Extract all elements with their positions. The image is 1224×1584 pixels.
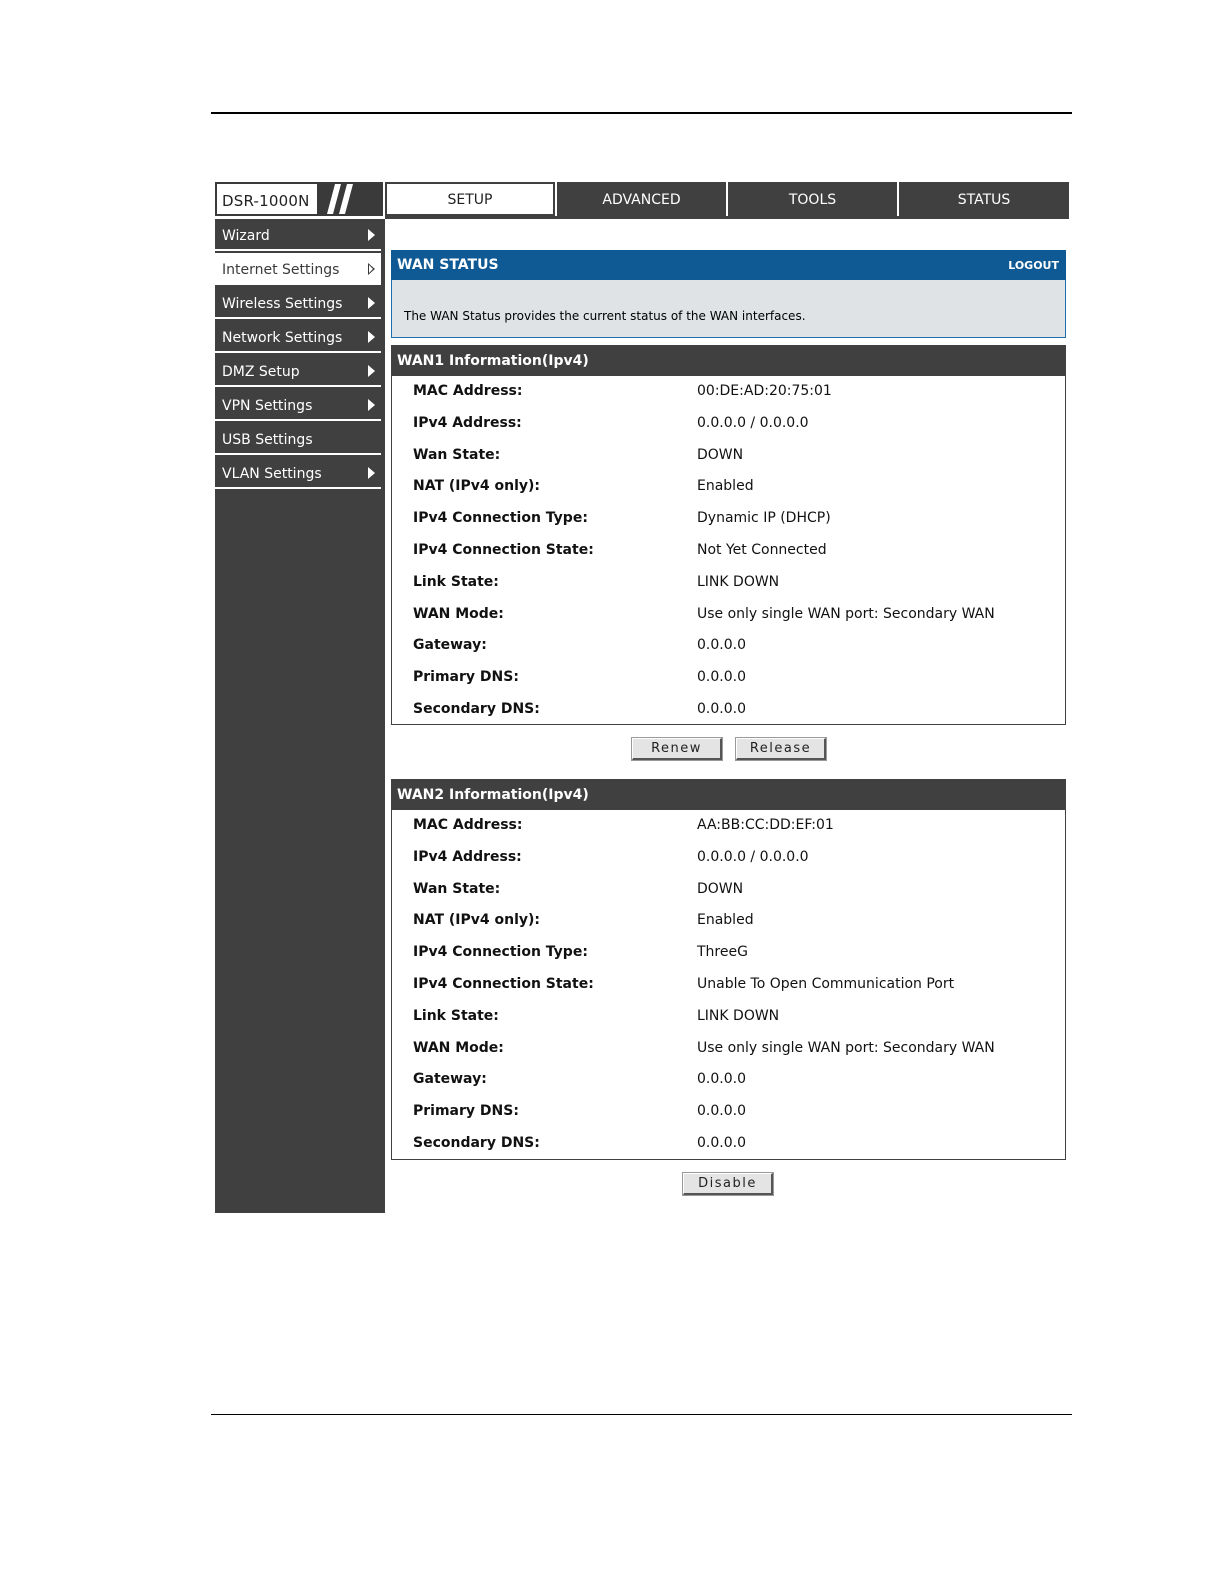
sidebar — [215, 219, 385, 1213]
sidebar-item-label: VLAN Settings — [222, 466, 322, 482]
wan1-section-title: WAN1 Information(Ipv4) — [392, 346, 1065, 376]
table-row — [392, 535, 1065, 567]
table-row — [392, 662, 1065, 694]
chevron-right-icon — [368, 365, 375, 377]
release-button[interactable]: Release — [736, 738, 826, 760]
product-logo — [215, 182, 383, 216]
chevron-right-icon — [368, 331, 375, 343]
renew-button[interactable]: Renew — [632, 738, 722, 760]
row-label: IPv4 Address: — [413, 414, 522, 431]
row-label: IPv4 Address: — [413, 848, 522, 865]
tab-advanced[interactable]: ADVANCED — [555, 182, 726, 216]
top-tabs — [385, 182, 1069, 216]
row-label: Wan State: — [413, 880, 501, 897]
row-label: WAN Mode: — [413, 605, 504, 622]
disable-button[interactable]: Disable — [683, 1173, 773, 1195]
table-row — [392, 1001, 1065, 1033]
row-value: 0.0.0.0 — [697, 700, 746, 717]
table-row — [392, 1033, 1065, 1065]
sidebar-item-label: Internet Settings — [222, 262, 340, 278]
table-row — [392, 471, 1065, 503]
sidebar-item-wireless-settings[interactable] — [215, 287, 381, 319]
sidebar-item-vpn-settings[interactable] — [215, 389, 381, 421]
table-row — [392, 694, 1065, 726]
row-value: Enabled — [697, 478, 754, 495]
row-label: IPv4 Connection State: — [413, 975, 594, 992]
row-value: 0.0.0.0 — [697, 1071, 746, 1088]
row-label: NAT (IPv4 only): — [413, 478, 541, 495]
logout-link[interactable]: LOGOUT — [1008, 259, 1059, 272]
chevron-right-icon — [368, 229, 375, 241]
chevron-right-icon — [368, 263, 375, 275]
row-label: MAC Address: — [413, 817, 523, 833]
sidebar-item-label: USB Settings — [222, 432, 313, 448]
page-top-rule — [211, 112, 1072, 114]
table-row — [392, 567, 1065, 599]
row-label: NAT (IPv4 only): — [413, 912, 541, 929]
table-row — [392, 1096, 1065, 1128]
row-value: 00:DE:AD:20:75:01 — [697, 383, 832, 399]
wan2-section-title: WAN2 Information(Ipv4) — [392, 780, 1065, 810]
row-value: 0.0.0.0 — [697, 669, 746, 686]
row-value: LINK DOWN — [697, 573, 780, 590]
table-row — [392, 874, 1065, 906]
table-row — [392, 810, 1065, 842]
row-label: Secondary DNS: — [413, 1134, 540, 1151]
row-label: MAC Address: — [413, 383, 523, 399]
sidebar-item-label: VPN Settings — [222, 398, 313, 414]
table-row — [392, 1064, 1065, 1096]
table-row — [392, 599, 1065, 631]
row-label: IPv4 Connection Type: — [413, 510, 588, 527]
row-label: Link State: — [413, 573, 499, 590]
row-label: IPv4 Connection Type: — [413, 944, 588, 961]
row-value: DOWN — [697, 880, 744, 897]
row-value: LINK DOWN — [697, 1007, 780, 1024]
table-row — [392, 630, 1065, 662]
table-row — [392, 842, 1065, 874]
sidebar-item-vlan-settings[interactable] — [215, 457, 381, 489]
row-label: IPv4 Connection State: — [413, 541, 594, 558]
row-label: Link State: — [413, 1007, 499, 1024]
table-row — [392, 969, 1065, 1001]
sidebar-item-dmz-setup[interactable] — [215, 355, 381, 387]
tabs-underline — [385, 216, 1069, 219]
tab-status[interactable]: STATUS — [897, 182, 1069, 216]
row-value: 0.0.0.0 — [697, 637, 746, 654]
row-value: 0.0.0.0 / 0.0.0.0 — [697, 848, 809, 865]
row-value: Use only single WAN port: Secondary WAN — [697, 1039, 995, 1056]
wan-status-header — [391, 250, 1066, 280]
chevron-right-icon — [368, 399, 375, 411]
row-value: Dynamic IP (DHCP) — [697, 510, 831, 527]
logo-slashes-icon — [317, 184, 383, 214]
row-label: Secondary DNS: — [413, 700, 540, 717]
row-value: AA:BB:CC:DD:EF:01 — [697, 817, 834, 833]
sidebar-item-internet-settings[interactable] — [215, 253, 381, 285]
row-value: Use only single WAN port: Secondary WAN — [697, 605, 995, 622]
sidebar-item-usb-settings[interactable] — [215, 423, 381, 455]
sidebar-item-label: Network Settings — [222, 330, 343, 346]
sidebar-item-label: Wireless Settings — [222, 296, 343, 312]
wan2-info-section — [391, 779, 1066, 1160]
chevron-right-icon — [368, 467, 375, 479]
row-label: Gateway: — [413, 637, 487, 654]
table-row — [392, 376, 1065, 408]
row-value: DOWN — [697, 446, 744, 463]
row-value: 0.0.0.0 / 0.0.0.0 — [697, 414, 809, 431]
row-value: ThreeG — [697, 944, 748, 961]
row-label: Gateway: — [413, 1071, 487, 1088]
sidebar-item-label: Wizard — [222, 228, 270, 244]
description-text: The WAN Status provides the current status of the WAN interfaces. — [404, 309, 806, 323]
sidebar-item-label: DMZ Setup — [222, 364, 300, 380]
tab-setup[interactable]: SETUP — [385, 182, 555, 216]
page-title: WAN STATUS — [397, 257, 499, 273]
chevron-right-icon — [368, 297, 375, 309]
table-row — [392, 905, 1065, 937]
table-row — [392, 408, 1065, 440]
row-value: 0.0.0.0 — [697, 1103, 746, 1120]
row-label: Wan State: — [413, 446, 501, 463]
wan1-info-section — [391, 345, 1066, 725]
table-row — [392, 1128, 1065, 1160]
page-bottom-rule — [211, 1414, 1072, 1415]
sidebar-item-network-settings[interactable] — [215, 321, 381, 353]
table-row — [392, 937, 1065, 969]
wan-status-description — [391, 280, 1066, 338]
table-row — [392, 503, 1065, 535]
row-value: Unable To Open Communication Port — [697, 975, 955, 992]
sidebar-item-wizard[interactable] — [215, 219, 381, 251]
tab-tools[interactable]: TOOLS — [726, 182, 897, 216]
row-value: 0.0.0.0 — [697, 1134, 746, 1151]
row-label: WAN Mode: — [413, 1039, 504, 1056]
row-label: Primary DNS: — [413, 669, 519, 686]
row-value: Enabled — [697, 912, 754, 929]
table-row — [392, 440, 1065, 472]
product-name: DSR-1000N — [222, 192, 310, 210]
row-value: Not Yet Connected — [697, 541, 827, 558]
row-label: Primary DNS: — [413, 1103, 519, 1120]
